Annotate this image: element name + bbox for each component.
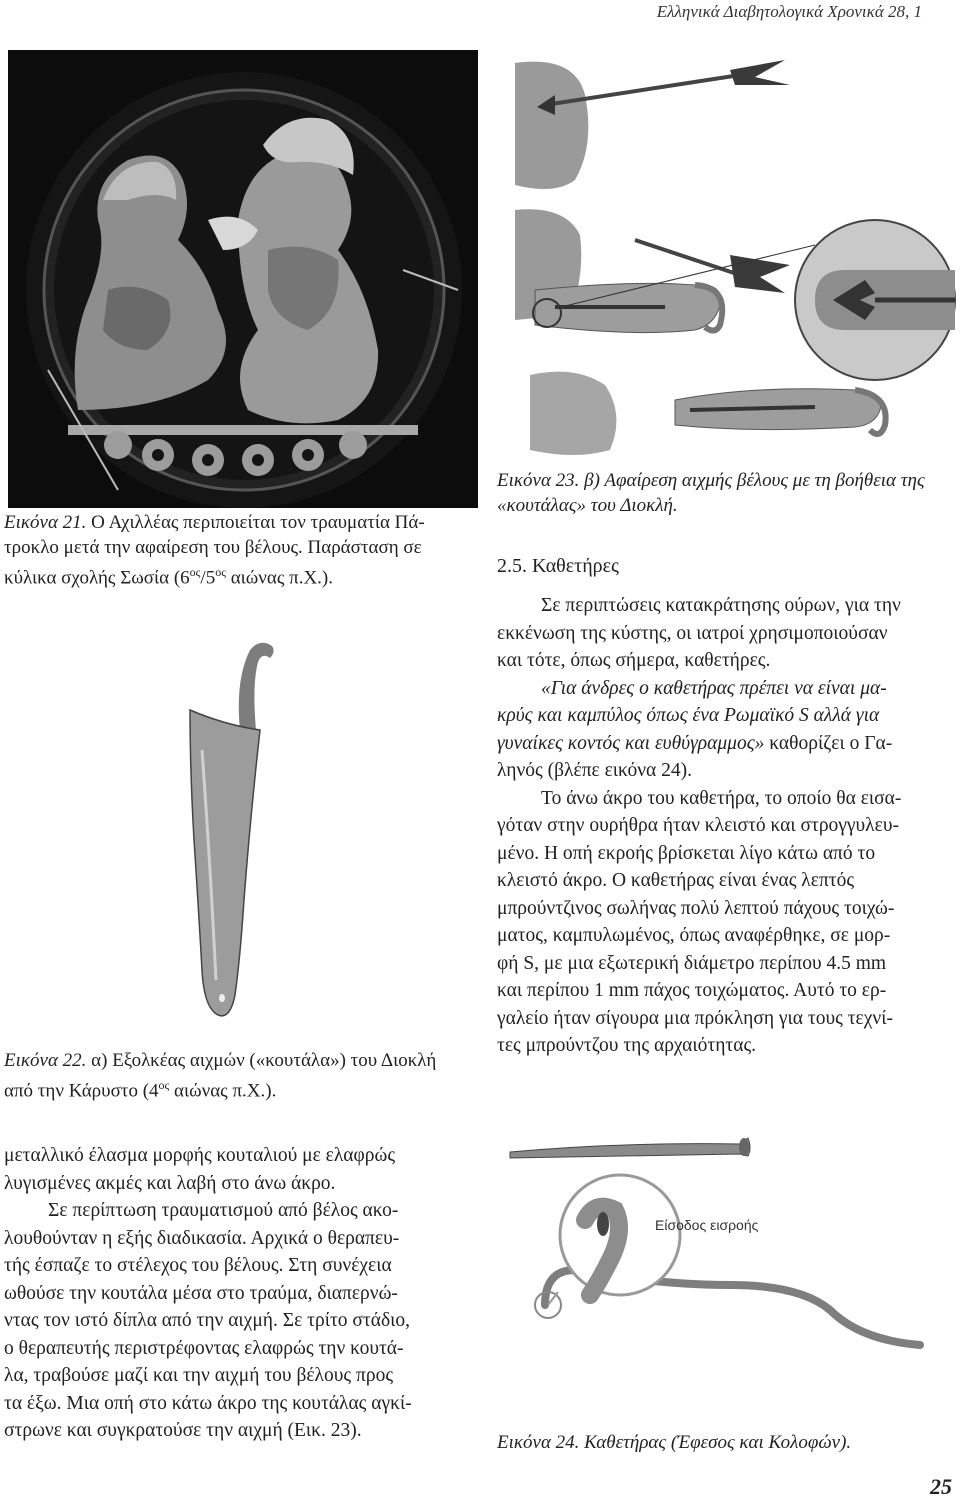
figure-23-caption: Εικόνα 23. β) Αφαίρεση αιχμής βέλους με τη βοήθεια της «κουτάλας» του Διοκλή.: [497, 470, 925, 516]
paragraph-1: Σε περιπτώσεις κατακράτησης ούρων, για την εκκένωση της κύστης, οι ιατροί χρησιμοποιούσαν και τότε, όπως σήμερα, καθετήρες.: [497, 595, 901, 671]
paragraph-4: μεταλλικό έλασμα μορφής κουταλιού με ελαφρώς λυγισμένες ακμές και λαβή στο άνω άκρο.: [4, 1145, 396, 1194]
section-title: 2.5. Καθετήρες: [497, 555, 619, 577]
figure-24-inset-label: Είσοδος εισροής: [655, 1217, 759, 1233]
figure-21-image: [8, 50, 478, 508]
right-column-text: [497, 592, 957, 1060]
figure-21-caption: Εικόνα 21. Ο Αχιλλέας περιποιείται τον τραυματία Πά- τροκλο μετά την αφαίρεση του βέλους. Παράσταση σε κύλικα σχολής Σωσία ($6^{o\varsigma}/5^{o\varsigma}$ αιώνας π.Χ.).: [4, 512, 425, 589]
figure-23-image: [515, 55, 960, 460]
paragraph-5: Σε περίπτωση τραυματισμού από βέλος ακο- λουθούνταν η εξής διαδικασία. Αρχικά ο θεραπευ- τής έσπαζε το στέλεχος του βέλους. Στη συνέχεια ωθούσε την κουτάλα μέσα στο τραύμα, διαπερνώ- ντας τον ιστό δίπλα από την αιχμή. Σε τρίτο στάδιο, ο θεραπευτής περιστρέφοντας ελαφρώς την κουτά- λα, τραβούσε μαζί και την αιχμή του βέλους προς τα έξω. Μια οπή στο κάτω άκρο της κουτάλας αγκί- στρωνε και συγκρατούσε την αιχμή (Εικ. 23).: [4, 1200, 412, 1441]
figure-24-image: [500, 1120, 960, 1420]
paragraph-3: Το άνω άκρο του καθετήρα, το οποίο θα εισα- γόταν στην ουρήθρα ήταν κλειστό και στρογγυλευ- μένο. Η οπή εκροής βρίσκεται λίγο κάτω από το κλειστό άκρο. Ο καθετήρας είναι ένας λεπτός μπρούντζινος σωλήνας πολύ λεπτού πάχους τοιχώ- ματος, καμπυλωμένος, όπως αναφέρθηκε, σε μορ- φή S, με μια εξωτερική διάμετρο περίπου 4.5 mm και περίπου 1 mm πάχος τοιχώματος. Αυτό το ερ- γαλείο ήταν σίγουρα μια πρόκληση για τους τεχνί- τες μπρούντζου της αρχαιότητας.: [497, 787, 902, 1056]
page-number: 25: [930, 1474, 952, 1499]
running-header: Ελληνικά Διαβητολογικά Χρονικά 28, 1: [656, 2, 922, 21]
figure-22-caption: Εικόνα 22. α) Εξολκέας αιχμών («κουτάλα») του Διοκλή από την Κάρυστο ($4^{o\varsigma}$ αιώνας π.Χ.).: [4, 1050, 437, 1102]
left-column-text: [4, 1142, 464, 1445]
figure-22-image: [180, 640, 280, 1030]
tissue-panel-1: [515, 62, 588, 189]
figure-24-caption: Εικόνα 24. Καθετήρας (Έφεσος και Κολοφών).: [497, 1432, 852, 1453]
paragraph-2: «Για άνδρες ο καθετήρας πρέπει να είναι μα- κρύς και καμπύλος όπως ένα Ρωμαϊκό S αλλά για γυναίκες κοντός και ευθύγραμμος» καθορίζει ο Γα- ληνός (βλέπε εικόνα 24).: [497, 677, 893, 781]
tissue-panel-3: [530, 372, 616, 455]
